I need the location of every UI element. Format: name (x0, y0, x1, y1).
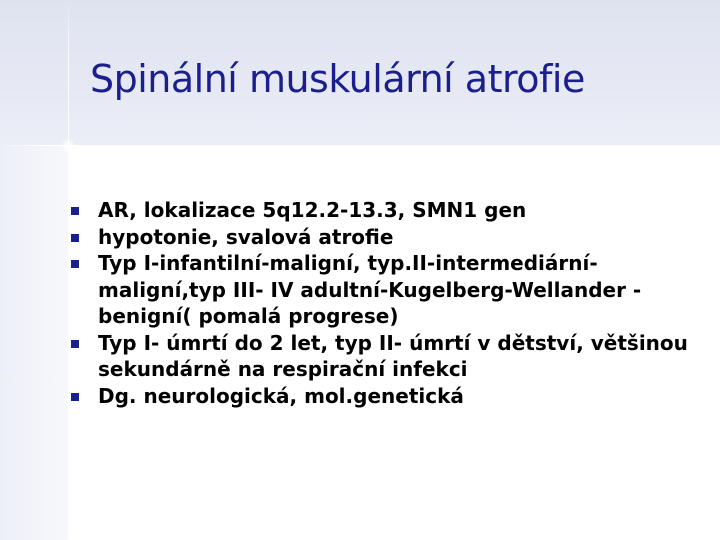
square-bullet-icon (71, 393, 79, 401)
bullet-text: Typ I- úmrtí do 2 let, typ II- úmrtí v dětství, většinou sekundárně na respirační infekci (98, 330, 688, 381)
decorative-horizontal-line (0, 145, 160, 146)
bullet-list (70, 197, 710, 409)
bullet-text: Typ I-infantilní-maligní, typ.II-intermediární-maligní,typ III- IV adultní-Kugelberg-Wellander -benigní( pomalá progrese) (98, 251, 642, 328)
square-bullet-icon (71, 207, 79, 215)
square-bullet-icon (71, 260, 79, 268)
bullet-item (70, 224, 710, 251)
square-bullet-icon (71, 340, 79, 348)
bullet-item (70, 197, 710, 224)
bullet-text: hypotonie, svalová atrofie (98, 224, 394, 249)
decorative-vertical-line (68, 0, 69, 200)
bullet-item (70, 330, 710, 383)
bullet-item (70, 250, 710, 330)
left-strip (0, 145, 68, 540)
slide-title: Spinální muskulární atrofie (90, 57, 585, 101)
bullet-text: Dg. neurologická, mol.genetická (98, 383, 464, 408)
bullet-item (70, 383, 710, 410)
square-bullet-icon (71, 234, 79, 242)
sparkle-icon (61, 138, 76, 153)
bullet-text: AR, lokalizace 5q12.2-13.3, SMN1 gen (98, 198, 527, 222)
